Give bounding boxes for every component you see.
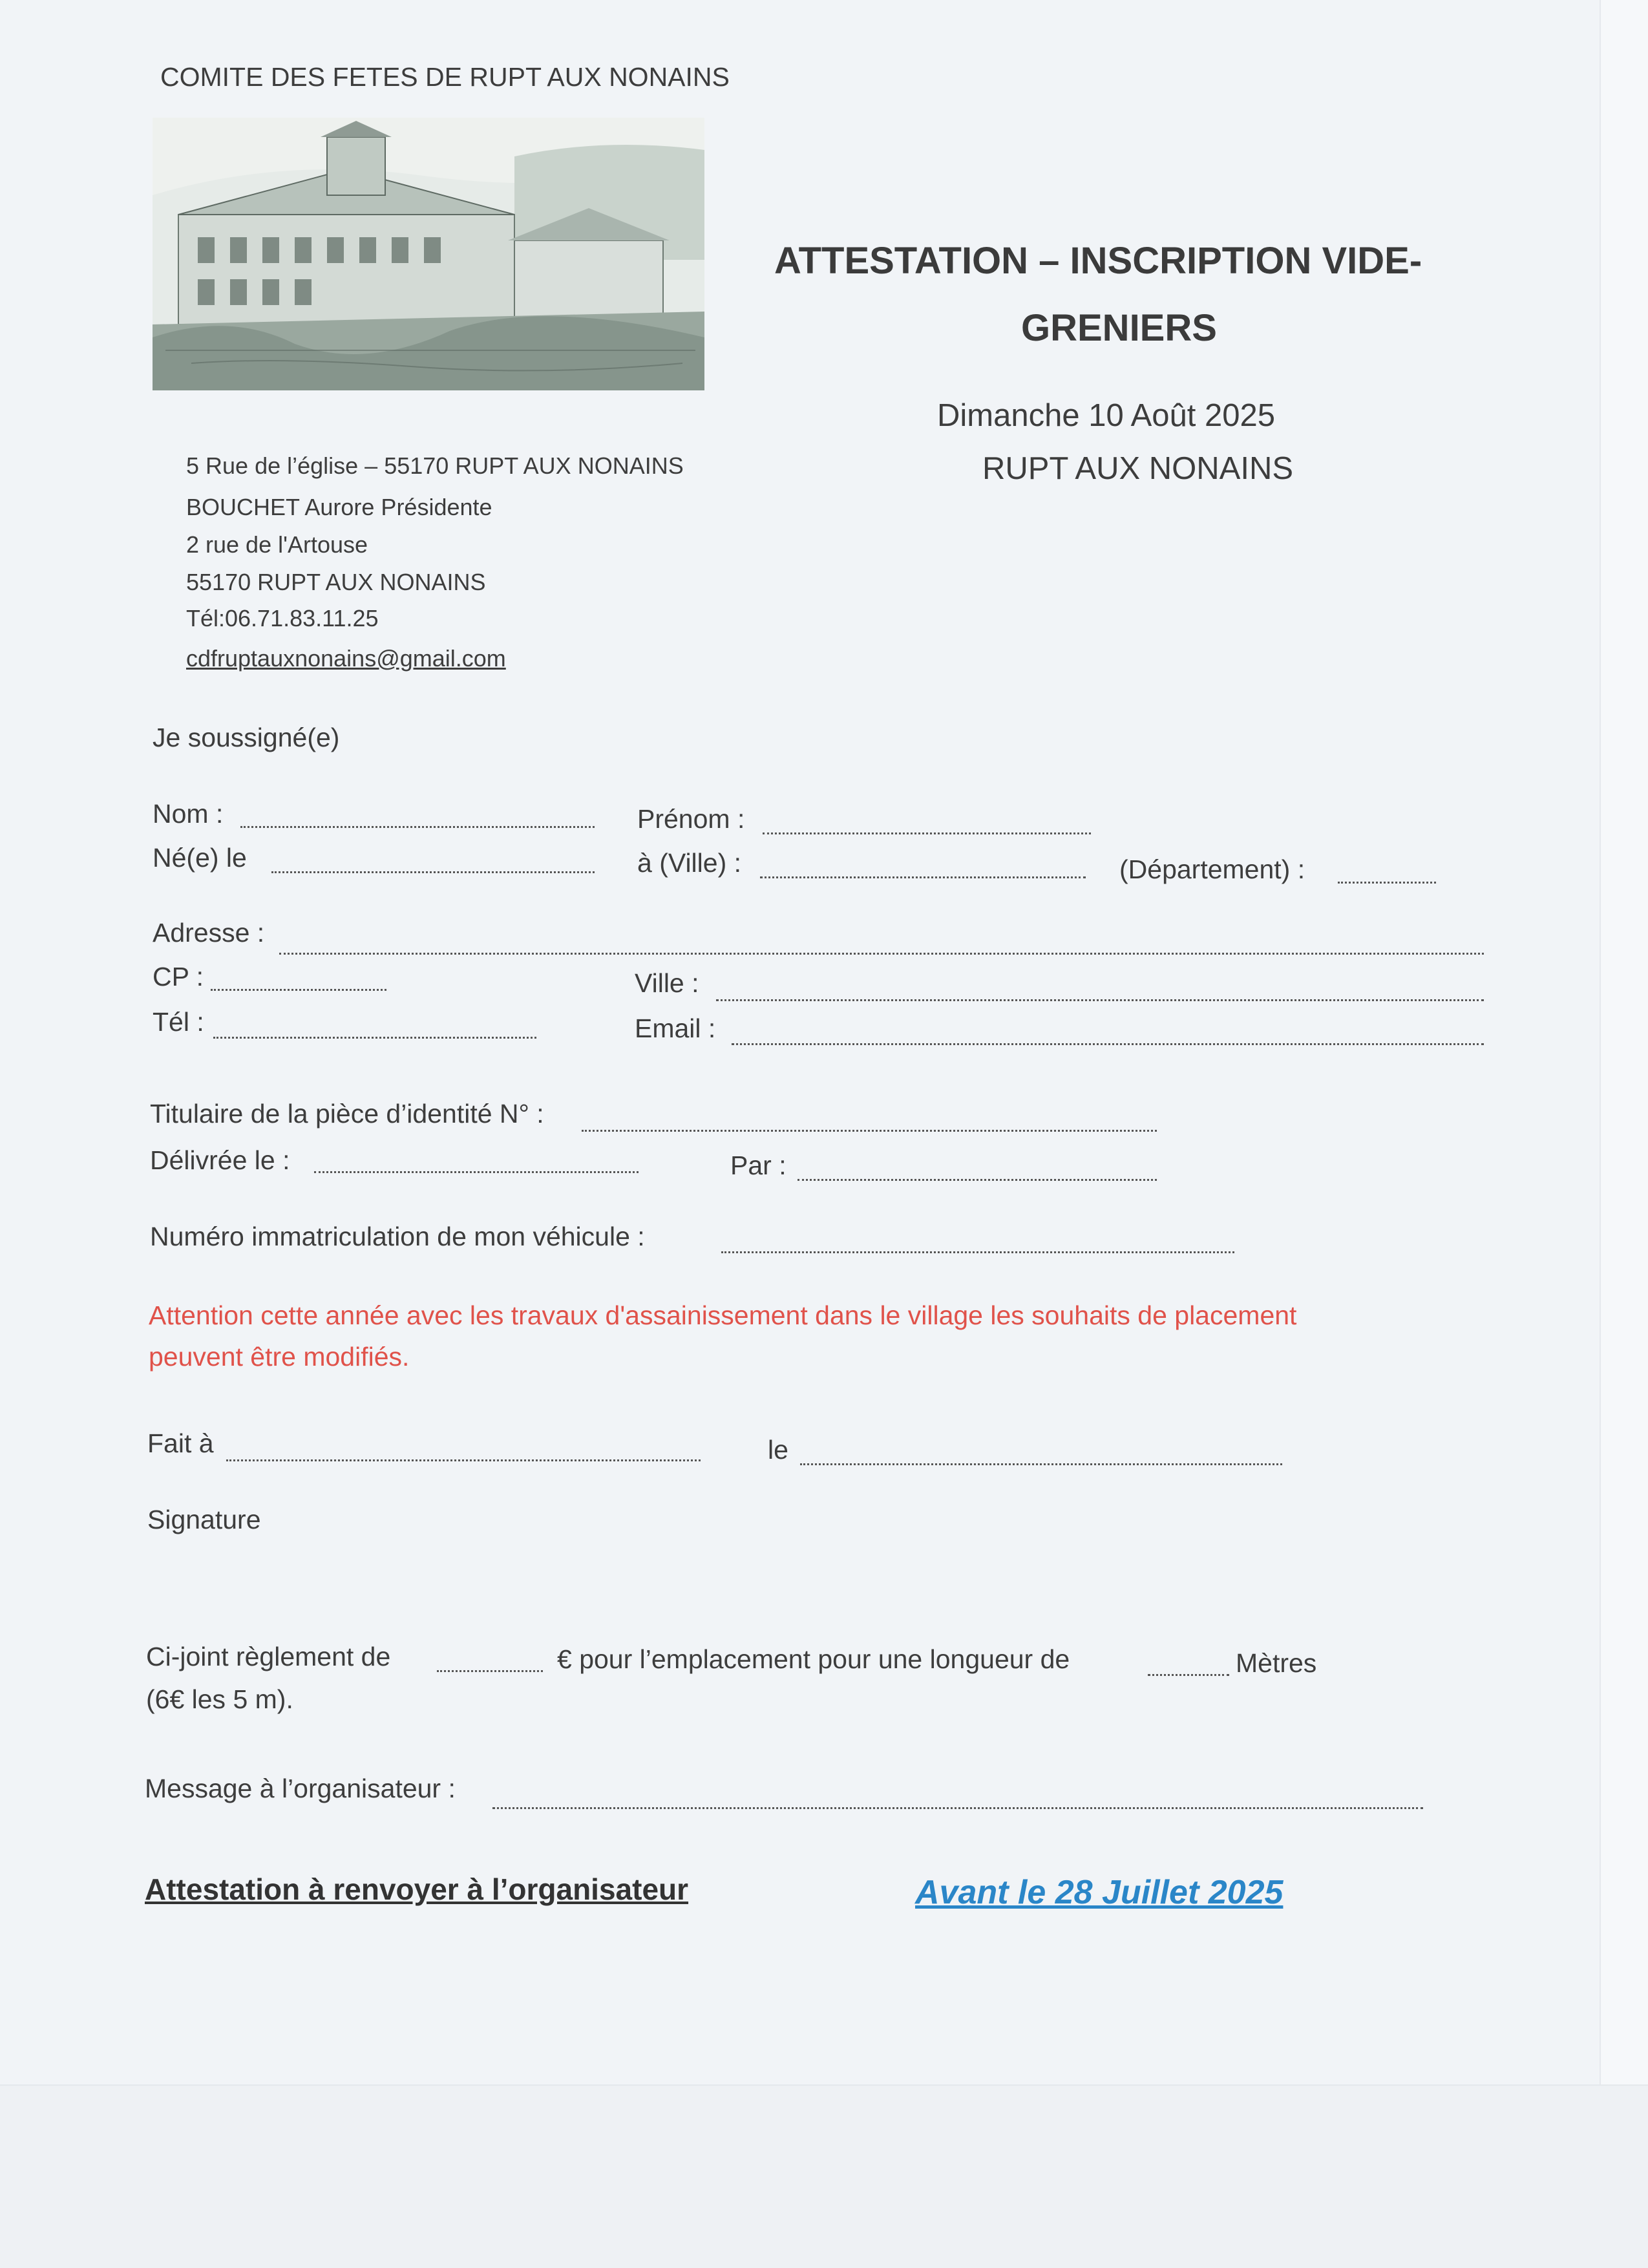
le-field[interactable] bbox=[800, 1463, 1282, 1465]
piece-identite-label: Titulaire de la pièce d’identité N° : bbox=[150, 1099, 544, 1129]
cp-field[interactable] bbox=[211, 989, 386, 991]
delivree-le-field[interactable] bbox=[314, 1171, 639, 1173]
contact-city: 55170 RUPT AUX NONAINS bbox=[186, 569, 486, 595]
intro-text: Je soussigné(e) bbox=[153, 723, 340, 752]
ne-le-label: Né(e) le bbox=[153, 843, 247, 873]
immatriculation-field[interactable] bbox=[721, 1251, 1234, 1253]
email-label: Email : bbox=[635, 1013, 716, 1043]
longueur-field[interactable] bbox=[1148, 1674, 1229, 1676]
le-label: le bbox=[768, 1435, 788, 1465]
email-field[interactable] bbox=[732, 1043, 1484, 1045]
departement-label: (Département) : bbox=[1119, 854, 1305, 884]
tel-field[interactable] bbox=[213, 1037, 536, 1039]
reglement-suffix: Mètres bbox=[1236, 1648, 1317, 1678]
cp-label: CP : bbox=[153, 962, 204, 991]
prenom-label: Prénom : bbox=[637, 804, 745, 834]
fait-a-field[interactable] bbox=[226, 1459, 701, 1461]
contact-phone: Tél:06.71.83.11.25 bbox=[186, 605, 379, 631]
ne-le-field[interactable] bbox=[271, 871, 595, 873]
event-date: Dimanche 10 Août 2025 bbox=[937, 398, 1276, 433]
tarif-text: (6€ les 5 m). bbox=[146, 1684, 293, 1714]
contact-name: BOUCHET Aurore Présidente bbox=[186, 494, 492, 520]
ville-label: Ville : bbox=[635, 968, 699, 998]
ville-naissance-field[interactable] bbox=[760, 876, 1086, 878]
contact-street: 2 rue de l'Artouse bbox=[186, 531, 368, 558]
deadline: Avant le 28 Juillet 2025 bbox=[915, 1874, 1284, 1911]
address-line: 5 Rue de l’église – 55170 RUPT AUX NONAINS bbox=[186, 452, 684, 479]
warning-line1: Attention cette année avec les travaux d'assainissement dans le village les souhaits de placement bbox=[149, 1300, 1297, 1330]
tel-label: Tél : bbox=[153, 1007, 204, 1037]
piece-identite-field[interactable] bbox=[582, 1130, 1157, 1132]
return-note: Attestation à renvoyer à l’organisateur bbox=[145, 1872, 689, 1906]
event-place: RUPT AUX NONAINS bbox=[982, 451, 1294, 486]
prenom-field[interactable] bbox=[763, 832, 1091, 834]
sheet-bottom-edge bbox=[0, 2084, 1648, 2268]
fait-a-label: Fait à bbox=[147, 1428, 214, 1458]
departement-field[interactable] bbox=[1338, 882, 1436, 884]
adresse-field[interactable] bbox=[279, 953, 1484, 955]
message-field[interactable] bbox=[492, 1807, 1423, 1809]
message-label: Message à l’organisateur : bbox=[145, 1774, 456, 1803]
reglement-amount-field[interactable] bbox=[437, 1670, 543, 1672]
title-line1: ATTESTATION – INSCRIPTION VIDE- bbox=[774, 240, 1422, 282]
nom-field[interactable] bbox=[240, 826, 595, 828]
warning-line2: peuvent être modifiés. bbox=[149, 1342, 410, 1372]
ville-naissance-label: à (Ville) : bbox=[637, 848, 742, 878]
adresse-label: Adresse : bbox=[153, 918, 265, 948]
par-field[interactable] bbox=[798, 1179, 1157, 1181]
ville-field[interactable] bbox=[716, 999, 1484, 1001]
delivree-le-label: Délivrée le : bbox=[150, 1145, 290, 1175]
village-illustration bbox=[153, 118, 704, 390]
signature-area[interactable] bbox=[147, 1545, 794, 1622]
immatriculation-label: Numéro immatriculation de mon véhicule : bbox=[150, 1222, 645, 1251]
sheet-right-edge bbox=[1600, 0, 1648, 2267]
org-name: COMITE DES FETES DE RUPT AUX NONAINS bbox=[160, 62, 730, 92]
par-label: Par : bbox=[730, 1150, 787, 1180]
contact-email[interactable]: cdfruptauxnonains@gmail.com bbox=[186, 645, 506, 672]
reglement-middle: € pour l’emplacement pour une longueur de bbox=[557, 1644, 1070, 1674]
signature-label: Signature bbox=[147, 1505, 261, 1534]
title-line2: GRENIERS bbox=[1021, 307, 1217, 349]
nom-label: Nom : bbox=[153, 799, 224, 829]
reglement-prefix: Ci-joint règlement de bbox=[146, 1642, 391, 1671]
